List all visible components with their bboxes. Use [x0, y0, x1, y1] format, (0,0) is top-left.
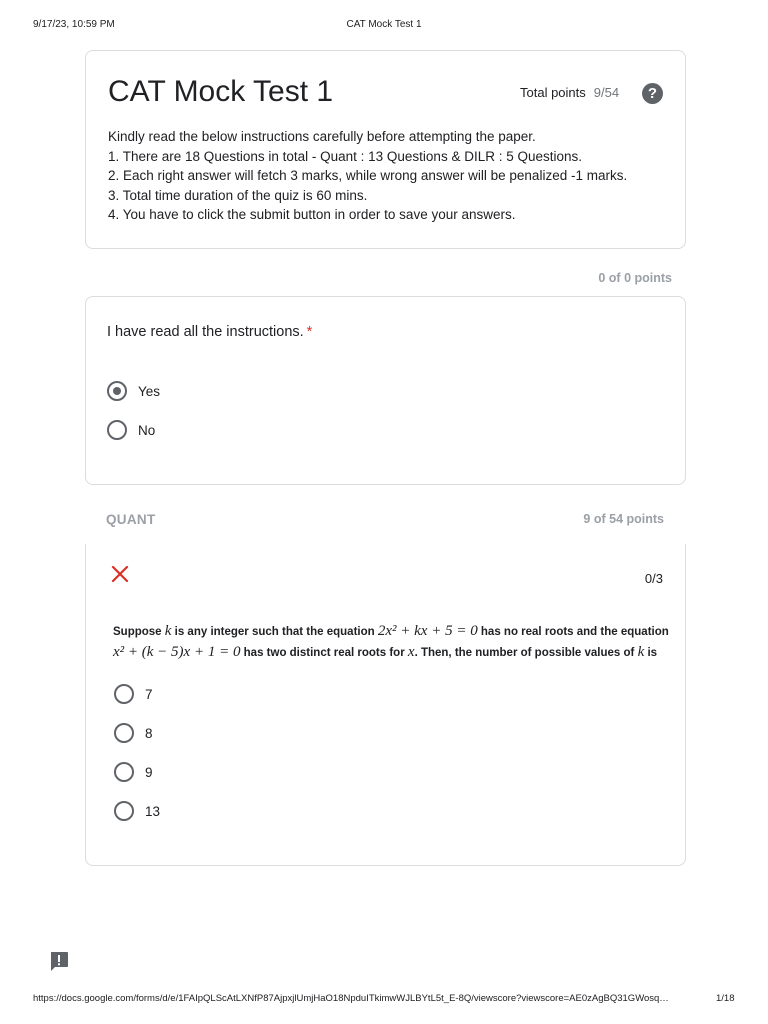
radio-unchecked-icon[interactable]	[107, 420, 127, 440]
instruction-line: 3. Total time duration of the quiz is 60 mins.	[108, 187, 368, 203]
question-text-part: has two distinct real roots for	[243, 647, 405, 659]
answer-option[interactable]	[114, 722, 153, 744]
option-no[interactable]	[107, 419, 155, 441]
total-points-value: 9/54	[593, 85, 620, 100]
question-text-part: is	[647, 647, 658, 659]
total-points	[520, 85, 619, 100]
question-text-part: has no real roots and the equation	[480, 626, 669, 638]
math-equation: 2x² + kx + 5 = 0	[377, 623, 478, 639]
print-url: https://docs.google.com/forms/d/e/1FAIpQLScAtLXNfP87AjpxjlUmjHaO18NpduITkimwWJLBYtL5t_E-8Q/viewscore?viewscore=AE0zAgBQ31GWosq…	[33, 993, 669, 1004]
question-score: 0/3	[644, 571, 663, 586]
instruction-line: 1. There are 18 Questions in total - Quant : 13 Questions & DILR : 5 Questions.	[108, 148, 583, 164]
instruction-line: 4. You have to click the submit button in order to save your answers.	[108, 207, 516, 222]
question-text-part: is any integer such that the equation	[174, 626, 375, 638]
print-page-number: 1/18	[716, 993, 735, 1004]
report-issue-icon[interactable]	[49, 951, 69, 972]
question-text	[113, 621, 673, 663]
total-points-label: Total points	[520, 85, 586, 100]
form-instructions	[108, 127, 627, 225]
option-label: 8	[145, 725, 153, 741]
question-text-part: . Then, the number of possible values of	[414, 647, 635, 659]
answer-option[interactable]	[114, 800, 160, 822]
question-title	[107, 324, 312, 340]
math-variable: k	[637, 644, 645, 660]
required-asterisk: *	[306, 324, 313, 340]
print-page-title: CAT Mock Test 1	[346, 19, 422, 30]
option-label: 9	[145, 764, 153, 780]
form-header-card	[85, 50, 686, 249]
intro-section-points: 0 of 0 points	[598, 271, 672, 285]
section-title-quant: QUANT	[106, 512, 156, 527]
instruction-line: Kindly read the below instructions carefully before attempting the paper.	[108, 129, 536, 144]
quant-section-points: 9 of 54 points	[583, 512, 664, 526]
wrong-x-icon	[110, 564, 130, 584]
question-title-text: I have read all the instructions.	[107, 324, 304, 340]
acknowledge-question-card	[85, 296, 686, 485]
math-variable: x	[407, 644, 415, 660]
question-card	[85, 544, 686, 866]
answer-option[interactable]	[114, 683, 153, 705]
option-label: No	[138, 422, 156, 438]
radio-unchecked-icon[interactable]	[114, 684, 134, 704]
radio-checked-icon[interactable]	[107, 381, 127, 401]
option-label: Yes	[138, 383, 161, 399]
question-text-part: Suppose	[113, 626, 162, 638]
help-circle-icon[interactable]: ?	[642, 83, 663, 104]
math-equation: x² + (k − 5)x + 1 = 0	[113, 644, 241, 660]
math-variable: k	[164, 623, 172, 639]
instruction-line: 2. Each right answer will fetch 3 marks, while wrong answer will be penalized -1 marks.	[108, 168, 628, 183]
option-label: 13	[145, 803, 161, 819]
option-label: 7	[145, 686, 153, 702]
radio-unchecked-icon[interactable]	[114, 762, 134, 782]
radio-unchecked-icon[interactable]	[114, 723, 134, 743]
option-yes[interactable]	[107, 380, 160, 402]
radio-unchecked-icon[interactable]	[114, 801, 134, 821]
print-datetime: 9/17/23, 10:59 PM	[33, 19, 115, 30]
form-title: CAT Mock Test 1	[108, 75, 334, 108]
answer-option[interactable]	[114, 761, 153, 783]
